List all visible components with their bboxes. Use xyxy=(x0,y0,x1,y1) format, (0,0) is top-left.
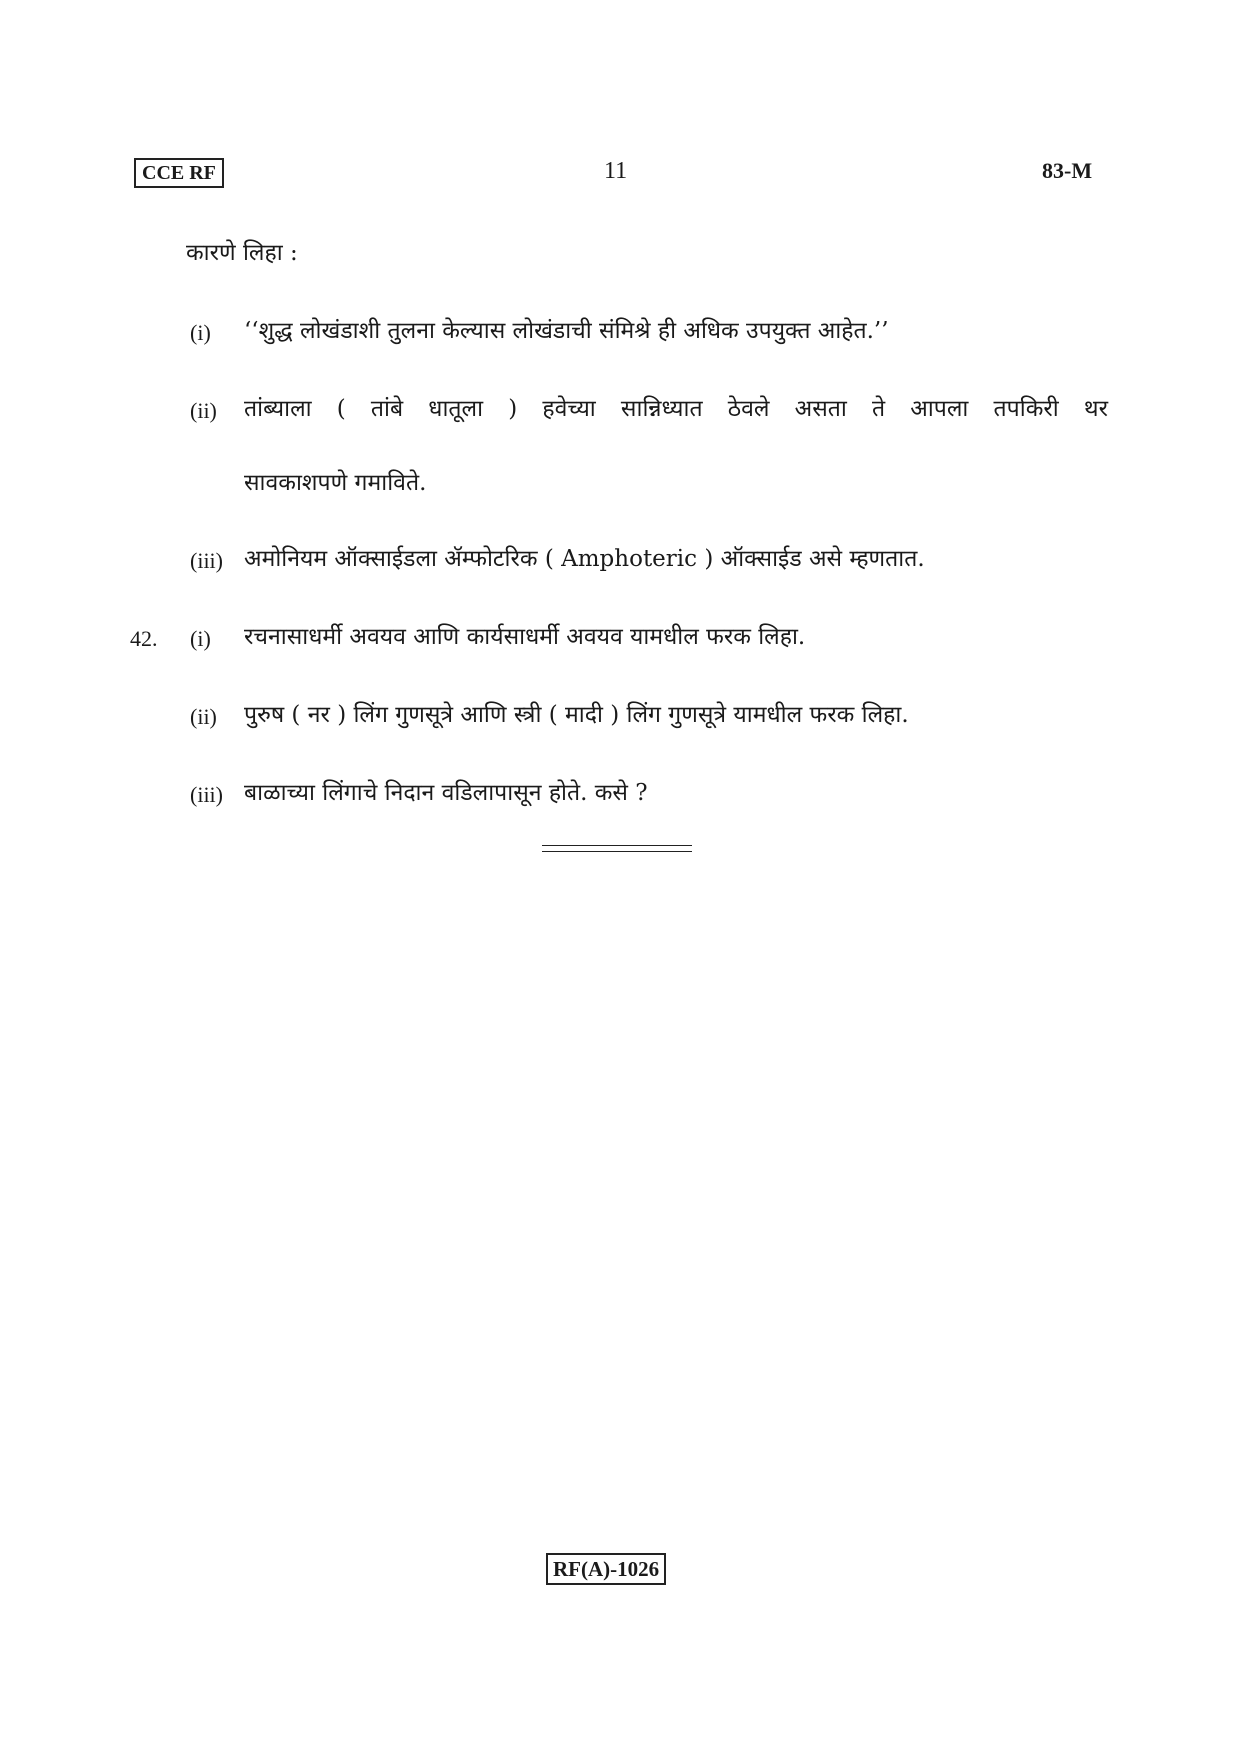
header-left-code: CCE RF xyxy=(134,158,224,188)
end-of-section-rule xyxy=(542,845,692,852)
q41-item-2-label: (ii) xyxy=(190,398,217,423)
page-number: 11 xyxy=(604,158,628,184)
q41-item-1-text: ‘‘शुद्ध लोखंडाशी तुलना केल्यास लोखंडाची संमिश्रे ही अधिक उपयुक्त आहेत.’’ xyxy=(244,318,889,344)
q41-item-2-continuation: सावकाशपणे गमाविते. xyxy=(244,470,427,496)
q41-item-3-label: (iii) xyxy=(190,548,223,573)
q42-item-2-text: पुरुष ( नर ) लिंग गुणसूत्रे आणि स्त्री ( मादी ) लिंग गुणसूत्रे यामधील फरक लिहा. xyxy=(244,702,909,728)
q42-item-3-label: (iii) xyxy=(190,782,223,807)
footer-code: RF(A)-1026 xyxy=(546,1553,666,1585)
q41-item-1-label: (i) xyxy=(190,320,211,345)
q41-item-2-text: तांब्याला ( तांबे धातूला ) हवेच्या सान्निध्यात ठेवले असता ते आपला तपकिरी थर xyxy=(244,396,1108,422)
q41-item-3-text: अमोनियम ऑक्साईडला ॲम्फोटरिक ( Amphoteric ) ऑक्साईड असे म्हणतात. xyxy=(244,546,925,572)
q42-item-2-label: (ii) xyxy=(190,704,217,729)
q42-number: 42. xyxy=(130,626,158,651)
q42-item-1-label: (i) xyxy=(190,626,211,651)
q42-item-3-text: बाळाच्या लिंगाचे निदान वडिलापासून होते. कसे ? xyxy=(244,780,648,806)
header-right-code: 83-M xyxy=(1042,158,1093,183)
intro-instruction: कारणे लिहा : xyxy=(186,240,298,266)
q42-item-1-text: रचनासाधर्मी अवयव आणि कार्यसाधर्मी अवयव यामधील फरक लिहा. xyxy=(244,624,806,650)
